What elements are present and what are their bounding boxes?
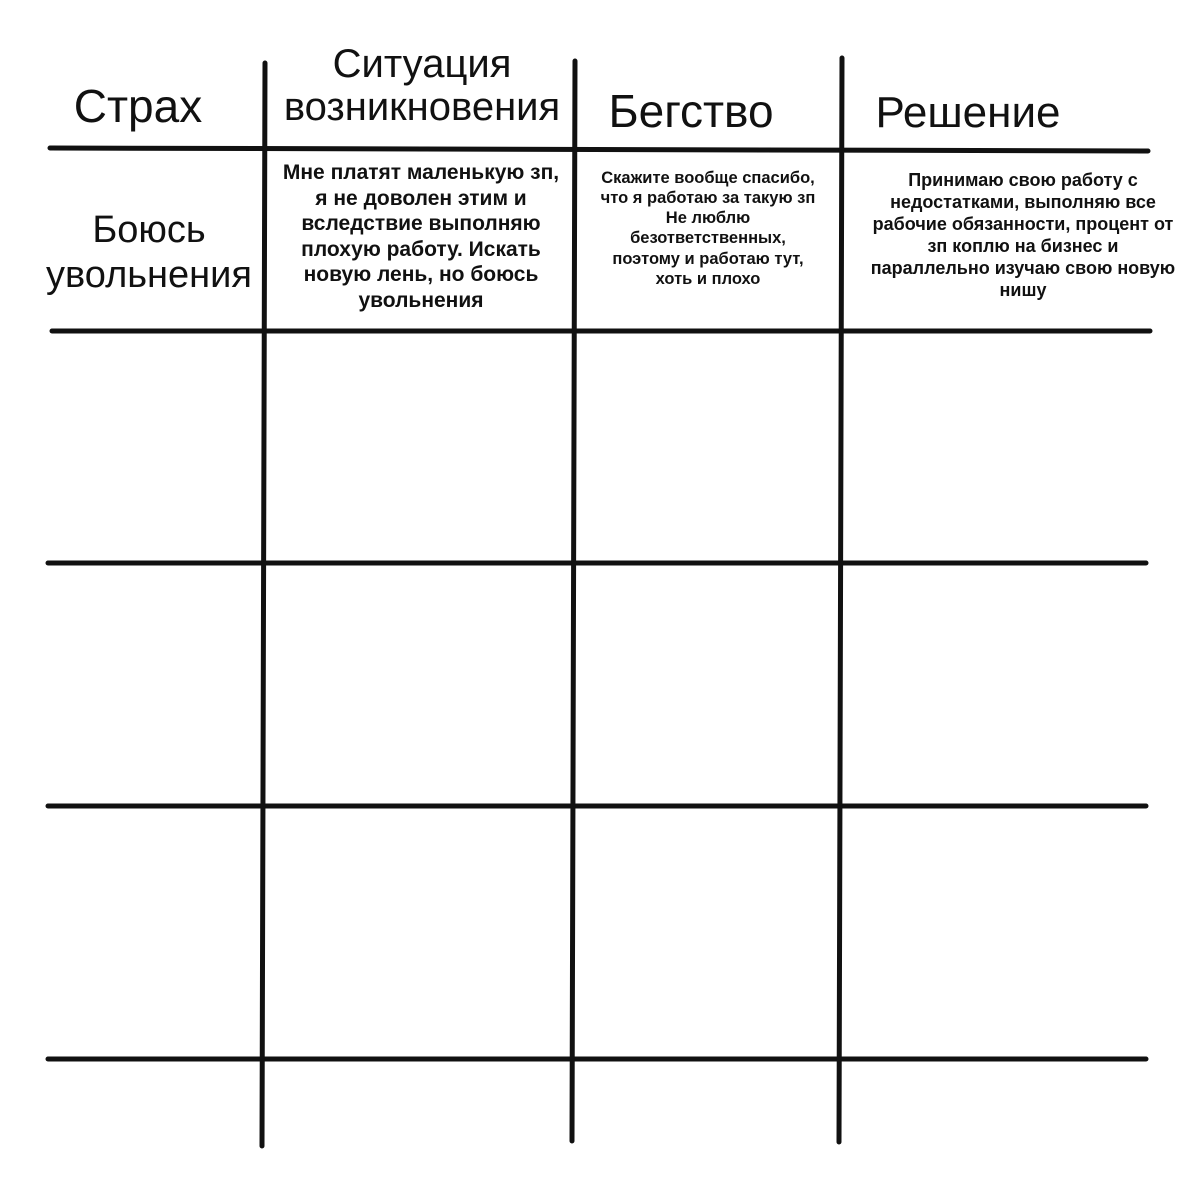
row-1-solution-line-3: рабочие обязанности, процент от: [872, 213, 1174, 234]
row-1-escape-line-2: что я работаю за такую зп: [600, 189, 816, 208]
row-1-solution: [846, 170, 1200, 302]
row-1-situation: [266, 160, 576, 314]
row-1-escape-line-1: Скажите вообще спасибо,: [601, 169, 815, 187]
row-1-escape: [576, 168, 840, 289]
empty-row-5: [48, 1062, 1144, 1142]
row-1-situation-line-6: увольнения: [358, 289, 484, 313]
row-1-situation-line-3: вследствие выполняю: [301, 212, 541, 236]
row-1-escape-line-6: хоть и плохо: [655, 269, 761, 288]
header-escape: Бегство: [608, 85, 774, 137]
header-solution: Решение: [875, 88, 1061, 137]
empty-row-3: [48, 566, 1144, 803]
row-1-solution-line-5: параллельно изучаю свою новую: [870, 257, 1176, 278]
row-1-solution-line-2: недостатками, выполняю все: [890, 191, 1156, 212]
row-1-solution-line-6: нишу: [999, 279, 1047, 300]
row-1-situation-line-4: плохую работу. Искать: [301, 237, 541, 261]
row-1-fear-line-1: Боюсь: [92, 209, 206, 251]
empty-row-4: [48, 809, 1144, 1056]
header-situation-line-1: Ситуация: [332, 42, 512, 86]
header-fear: Страх: [73, 80, 203, 132]
row-1-escape-line-3: Не люблю: [665, 209, 751, 228]
row-1-escape-line-5: поэтому и работаю тут,: [612, 249, 804, 268]
row-1-solution-line-4: зп коплю на бизнес и: [927, 235, 1119, 256]
header-situation-line-2: возникновения: [283, 85, 561, 130]
grid-line-h1: [50, 148, 1148, 151]
row-1-fear: [40, 208, 258, 298]
row-1-situation-line-5: новую лень, но боюсь: [303, 263, 539, 287]
row-1-solution-line-1: Принимаю свою работу с: [908, 170, 1138, 190]
header-situation: [268, 43, 576, 129]
row-1-fear-line-2: увольнения: [46, 253, 252, 296]
row-1-situation-line-2: я не доволен этим и: [315, 186, 527, 210]
row-1-escape-line-4: безответственных,: [630, 229, 786, 248]
row-1-situation-line-1: Мне платят маленькую зп,: [282, 161, 560, 184]
empty-row-2: [52, 334, 1148, 560]
